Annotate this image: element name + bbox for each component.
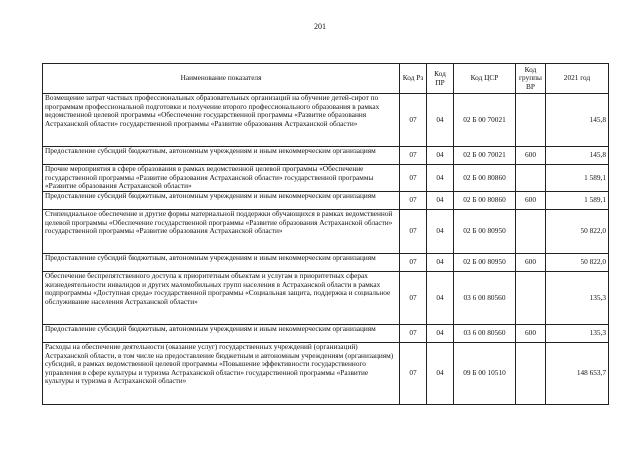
row-rz: 07 — [400, 192, 427, 210]
row-amount: 135,3 — [546, 325, 609, 343]
table-row — [43, 272, 609, 325]
table-row — [43, 192, 609, 210]
row-pr: 04 — [427, 147, 454, 165]
row-name: Предоставление субсидий бюджетным, автономным учреждениям и иным некоммерческим организациям — [43, 254, 400, 272]
row-vr — [516, 343, 546, 405]
row-name: Предоставление субсидий бюджетным, автономным учреждениям и иным некоммерческим организациям — [43, 325, 400, 343]
row-vr: 600 — [516, 147, 546, 165]
row-csr: 02 Б 00 80860 — [454, 192, 516, 210]
row-rz: 07 — [400, 147, 427, 165]
row-csr: 02 Б 00 80860 — [454, 165, 516, 192]
row-pr: 04 — [427, 192, 454, 210]
row-amount: 145,8 — [546, 94, 609, 147]
row-csr: 02 Б 00 70021 — [454, 147, 516, 165]
row-csr: 09 Б 00 10510 — [454, 343, 516, 405]
row-amount: 145,8 — [546, 147, 609, 165]
row-rz: 07 — [400, 254, 427, 272]
table-row — [43, 325, 609, 343]
header-year-2021: 2021 год — [546, 64, 609, 94]
row-rz: 07 — [400, 210, 427, 254]
header-rz-code: Код Рз — [400, 64, 427, 94]
row-amount: 135,3 — [546, 272, 609, 325]
table-header-row — [43, 64, 609, 94]
row-name: Возмещение затрат частных профессиональных образовательных организаций на обучение детей-сирот по программам профессиональной подготовки и получение второго профессионального образования в рамках ведомственной целевой программы «Обеспечение государственной программы «Развитие образования Астраханской области» государственной программы «Развитие образования Астраханской области» — [43, 94, 400, 147]
table-row — [43, 210, 609, 254]
row-rz: 07 — [400, 272, 427, 325]
row-name: Расходы на обеспечение деятельности (оказание услуг) государственных учреждений (организаций) Астраханской области, в том числе на предоставление бюджетным и автономным учреждениям (организациям) субсидий, в рамках ведомственной целевой программы «Повышение эффективности государственного управления в сфере культуры и туризма Астраханской области» государственной программы «Развитие культуры и туризма в Астраханской области» — [43, 343, 400, 405]
row-vr — [516, 165, 546, 192]
header-pr-code: Код ПР — [427, 64, 454, 94]
header-csr-code: Код ЦСР — [454, 64, 516, 94]
row-pr: 04 — [427, 94, 454, 147]
row-amount: 50 822,0 — [546, 254, 609, 272]
row-pr: 04 — [427, 272, 454, 325]
row-vr: 600 — [516, 325, 546, 343]
row-csr: 03 6 00 80560 — [454, 272, 516, 325]
table-row — [43, 165, 609, 192]
header-vr-code: Код группы ВР — [516, 64, 546, 94]
row-pr: 04 — [427, 210, 454, 254]
row-name: Предоставление субсидий бюджетным, автономным учреждениям и иным некоммерческим организациям — [43, 192, 400, 210]
row-csr: 02 Б 00 80950 — [454, 210, 516, 254]
row-rz: 07 — [400, 325, 427, 343]
page-number: 201 — [314, 22, 326, 31]
table-row — [43, 343, 609, 405]
row-rz: 07 — [400, 343, 427, 405]
row-name: Стипендиальное обеспечение и другие формы материальной поддержки обучающихся в рамках ведомственной целевой программы «Обеспечение государственной программы «Развитие образования Астраханской области» государственной программы «Развитие образования Астраханской области» — [43, 210, 400, 254]
table-row — [43, 147, 609, 165]
row-rz: 07 — [400, 165, 427, 192]
row-name: Обеспечение беспрепятственного доступа к приоритетным объектам и услугам в приоритетных сферах жизнедеятельности инвалидов и других маломобильных групп населения в Астраханской области в рамках подпрограммы «Доступная среда» государственной программы «Социальная защита, поддержка и социальное обслуживание населения Астраханской области» — [43, 272, 400, 325]
row-amount: 148 653,7 — [546, 343, 609, 405]
budget-table — [42, 63, 609, 405]
row-vr — [516, 272, 546, 325]
row-amount: 50 822,0 — [546, 210, 609, 254]
row-vr: 600 — [516, 254, 546, 272]
row-csr: 02 Б 00 80950 — [454, 254, 516, 272]
row-csr: 02 Б 00 70021 — [454, 94, 516, 147]
row-vr — [516, 210, 546, 254]
row-pr: 04 — [427, 325, 454, 343]
row-name: Предоставление субсидий бюджетным, автономным учреждениям и иным некоммерческим организациям — [43, 147, 400, 165]
row-csr: 03 6 00 80560 — [454, 325, 516, 343]
table-row — [43, 254, 609, 272]
row-vr: 600 — [516, 192, 546, 210]
row-pr: 04 — [427, 343, 454, 405]
row-name: Прочие мероприятия в сфере образования в рамках ведомственной целевой программы «Обеспечение государственной программы «Развитие образования Астраханской области» государственной программы «Развитие образования Астраханской области» — [43, 165, 400, 192]
row-amount: 1 589,1 — [546, 165, 609, 192]
row-rz: 07 — [400, 94, 427, 147]
row-pr: 04 — [427, 165, 454, 192]
header-indicator-name: Наименование показателя — [43, 64, 400, 94]
row-amount: 1 589,1 — [546, 192, 609, 210]
table-row — [43, 94, 609, 147]
row-pr: 04 — [427, 254, 454, 272]
row-vr — [516, 94, 546, 147]
